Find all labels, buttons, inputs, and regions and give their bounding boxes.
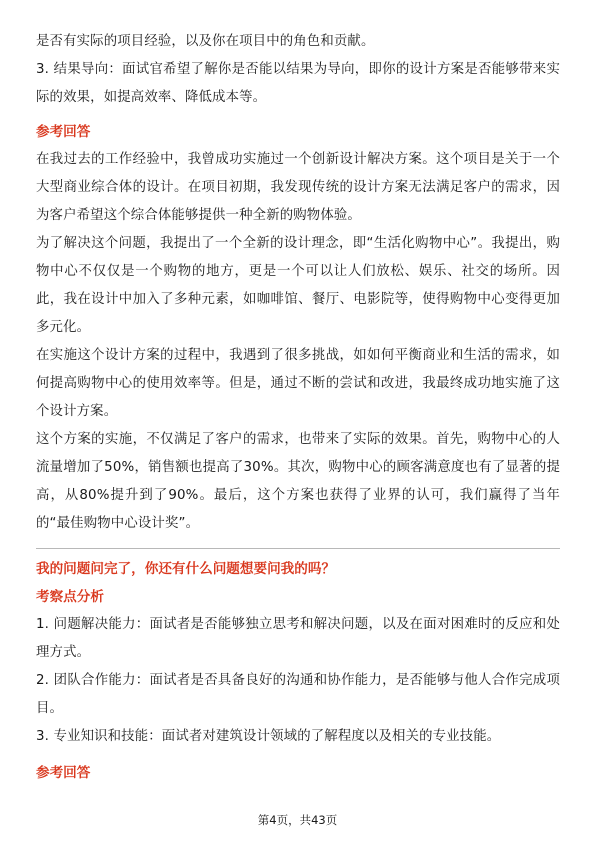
intro-paragraph-2: 3. 结果导向：面试官希望了解你是否能以结果为导向，即你的设计方案是否能够带来实际的效果，如提高效率、降低成本等。: [36, 62, 560, 105]
question-title: 我的问题问完了，你还有什么问题想要问我的吗？: [36, 561, 336, 577]
intro-paragraph-1: 是否有实际的项目经验，以及你在项目中的角色和贡献。: [36, 34, 375, 49]
analysis-point-3: 3. 专业知识和技能：面试者对建筑设计领域的了解程度以及相关的专业技能。: [36, 729, 501, 744]
answer-paragraph-4: 这个方案的实施，不仅满足了客户的需求，也带来了实际的效果。首先，购物中心的人流量增加了50%，销售额也提高了30%。其次，购物中心的顾客满意度也有了显著的提高，从80%提升到了90%。最后，这个方案也获得了业界的认可，我们赢得了当年的“最佳购物中心设计奖”。: [36, 432, 560, 531]
document-page: [36, 28, 560, 787]
reference-answer-heading-2: 参考回答: [36, 765, 91, 781]
analysis-point-2: 2. 团队合作能力：面试者是否具备良好的沟通和协作能力，是否能够与他人合作完成项目。: [36, 673, 560, 716]
page-number: 第4页，共43页: [257, 813, 338, 827]
analysis-point-1: 1. 问题解决能力：面试者是否能够独立思考和解决问题，以及在面对困难时的反应和处理方式。: [36, 617, 560, 660]
answer-paragraph-3: 在实施这个设计方案的过程中，我遇到了很多挑战，如如何平衡商业和生活的需求，如何提高购物中心的使用效率等。但是，通过不断的尝试和改进，我最终成功地实施了这个设计方案。: [36, 348, 560, 419]
section-divider: [36, 548, 560, 549]
answer-paragraph-2: 为了解决这个问题，我提出了一个全新的设计理念，即“生活化购物中心”。我提出，购物中心不仅仅是一个购物的地方，更是一个可以让人们放松、娱乐、社交的场所。因此，我在设计中加入了多种元素，如咖啡馆、餐厅、电影院等，使得购物中心变得更加多元化。: [36, 236, 560, 335]
answer-paragraph-1: 在我过去的工作经验中，我曾成功实施过一个创新设计解决方案。这个项目是关于一个大型商业综合体的设计。在项目初期，我发现传统的设计方案无法满足客户的需求，因为客户希望这个综合体能够提供一种全新的购物体验。: [36, 152, 560, 223]
analysis-heading: 考察点分析: [36, 589, 104, 605]
reference-answer-heading: 参考回答: [36, 124, 91, 140]
